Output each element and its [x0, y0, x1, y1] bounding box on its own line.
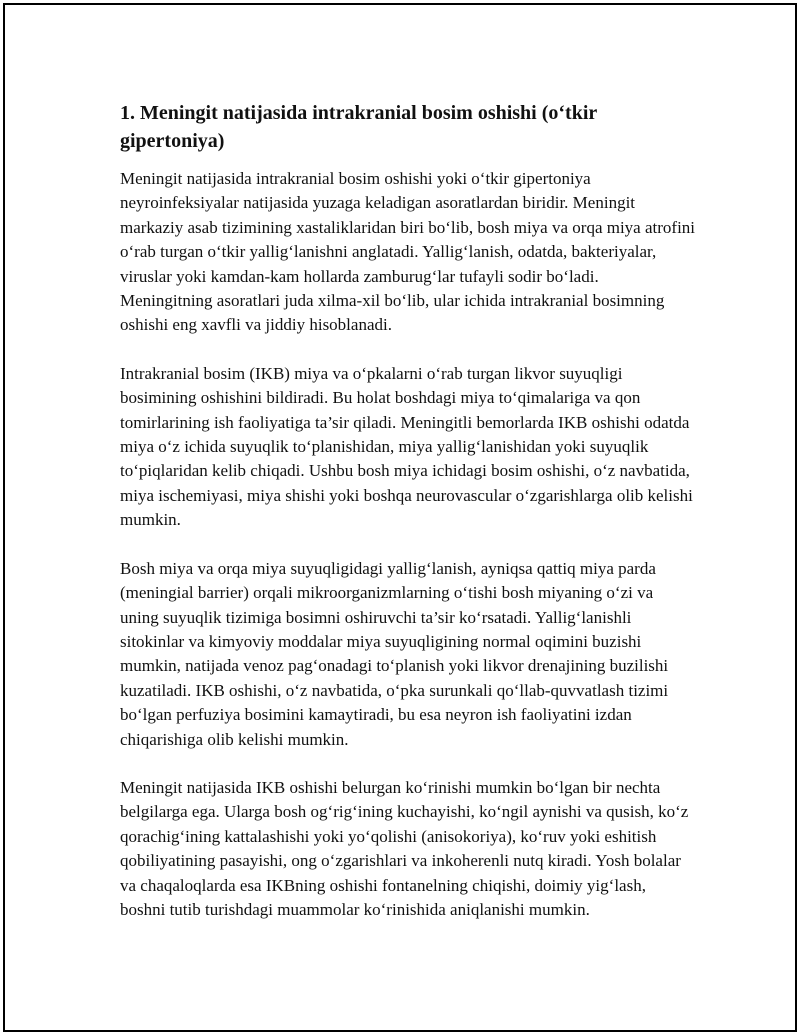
paragraph-3: Bosh miya va orqa miya suyuqligidagi yallig‘lanish, ayniqsa qattiq miya parda (meningial barrier) orqali mikroorganizmlarning o‘tishi bosh miyaning o‘zi va uning suyuqlik tizimiga bosimni oshiruvchi ta’sir ko‘rsatadi. Yallig‘lanishli sitokinlar va kimyoviy moddalar miya suyuqligining normal oqimini buzishi mumkin, natijada venoz pag‘onadagi to‘planish yoki likvor drenajining buzilishi kuzatiladi. IKB oshishi, o‘z navbatida, o‘pka surunkali qo‘llab-quvvatlash tizimi bo‘lgan perfuziya bosimini kamaytiradi, bu esa neyron ish faoliyatini izdan chiqarishiga olib kelishi mumkin.	[120, 558, 669, 749]
paragraph-2: Intrakranial bosim (IKB) miya va o‘pkalarni o‘rab turgan likvor suyuqligi bosimining oshishini bildiradi. Bu holat boshdagi miya to‘qimalariga va qon tomirlarining ish faoliyatiga ta’sir qiladi. Meningitli bemorlarda IKB oshishi odatda miya o‘z ichida suyuqlik to‘planishidan, miya yallig‘lanishidan yoki suyuqlik to‘piqlaridan kelib chiqadi. Ushbu bosh miya ichidagi bosim oshishi, o‘z navbatida, miya ischemiyasi, miya shishi yoki boshqa neurovascular o‘zgarishlarga olib kelishi mumkin.	[120, 363, 693, 530]
section-heading: 1. Meningit natijasida intrakranial bosim oshishi (o‘tkir gipertoniya)	[120, 102, 597, 152]
document-body	[120, 99, 695, 946]
paragraph-1: Meningit natijasida intrakranial bosim oshishi yoki o‘tkir gipertoniya neyroinfeksiyalar natijasida yuzaga keladigan asoratlardan biridir. Meningit markaziy asab tizimining xastaliklaridan biri bo‘lib, bosh miya va orqa miya atrofini o‘rab turgan o‘tkir yallig‘lanishni anglatadi. Yallig‘lanish, odatda, bakteriyalar, viruslar yoki kamdan-kam hollarda zamburug‘lar tufayli sodir bo‘ladi. Meningitning asoratlari juda xilma-xil bo‘lib, ular ichida intrakranial bosimning oshishi eng xavfli va jiddiy hisoblanadi.	[120, 169, 696, 335]
page-frame	[3, 3, 797, 1032]
paragraph-4: Meningit natijasida IKB oshishi belurgan ko‘rinishi mumkin bo‘lgan bir nechta belgilarga ega. Ularga bosh og‘rig‘ining kuchayishi, ko‘ngil aynishi va qusish, ko‘z qorachig‘ining kattalashishi yoki yo‘qolishi (anisokoriya), ko‘ruv yoki eshitish qobiliyatining pasayishi, ong o‘zgarishlari va inkoherenli nutq kiradi. Yosh bolalar va chaqaloqlarda esa IKBning oshishi fontanelning chiqishi, doimiy yig‘lash, boshni tutib turishdagi muammolar ko‘rinishida aniqlanishi mumkin.	[120, 777, 689, 919]
